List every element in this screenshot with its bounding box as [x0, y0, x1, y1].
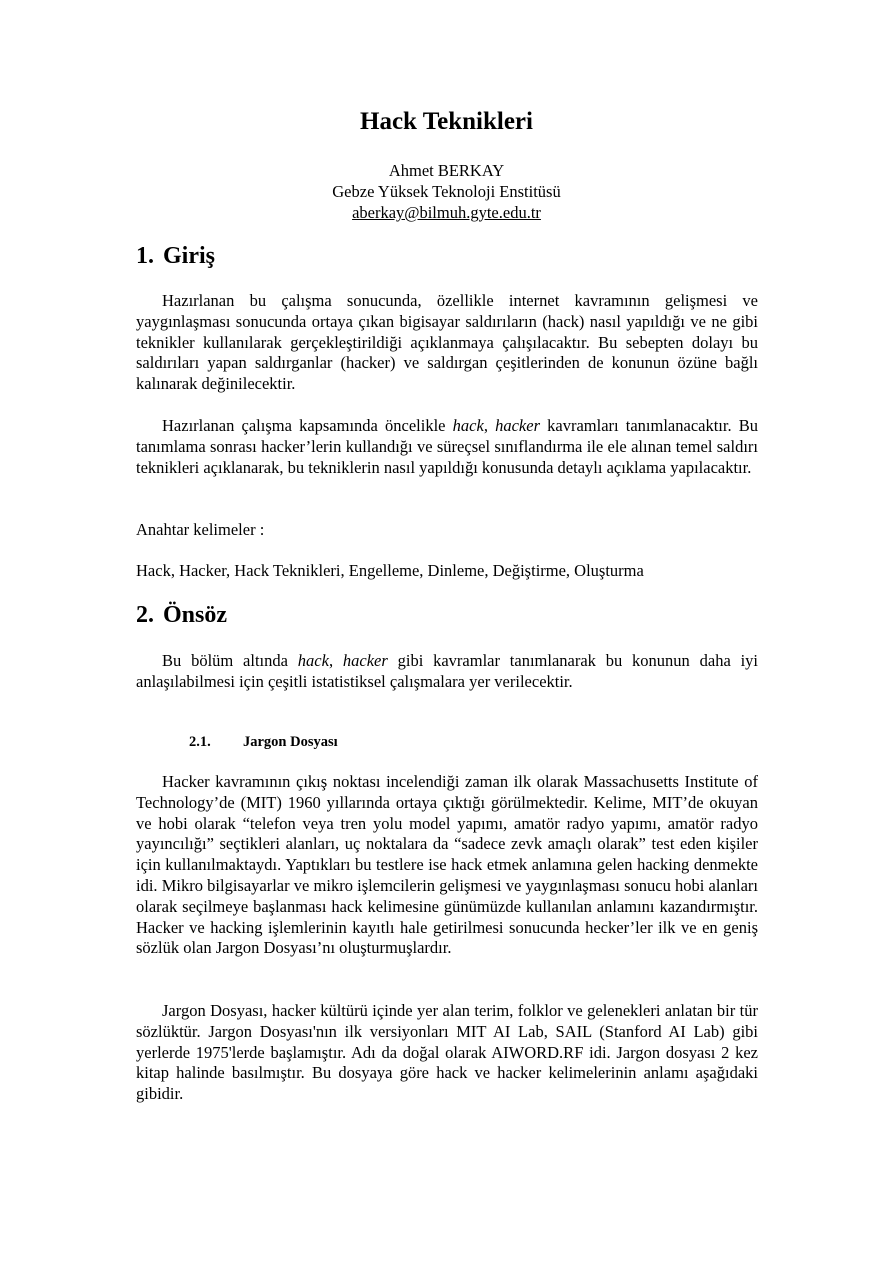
author-block [0, 160, 893, 223]
paragraph: Hazırlanan bu çalışma sonucunda, özellikle internet kavramının gelişmesi ve yaygınlaşması sonucunda ortaya çıkan bigisayar saldırıların (hack) nasıl yapıldığı ve ne gibi teknikler kullanılarak gerçekleştirildiği açıklanmaya çalışılacaktır. Bu sebepten dolayı bu saldırıları yapan saldırganlar (hacker) ve saldırgan çeşitlerinden de konunun özüne bağlı kalınarak değinilecektir. [136, 291, 758, 394]
author-name: Ahmet BERKAY [388, 161, 505, 180]
emphasis: hack [297, 651, 329, 670]
subsection-heading-jargon [189, 734, 338, 751]
section-number: 1. [136, 243, 154, 269]
keywords-label: Anahtar kelimeler : [136, 520, 265, 539]
paragraph: Hacker kavramının çıkış noktası incelendiği zaman ilk olarak Massachusetts Institute of Technology’de (MIT) 1960 yıllarında ortaya çıktığı görülmektedir. Kelime, MIT’de okuyan ve hobi olarak “telefon veya tren yolu model yapımı, amatör radyo yapımı, amatör radyo yayıncılığı” seçtikleri alanları, uç noktalara da “sadece zevk amaçlı olarak” test eden kişiler için kullanılmaktaydı. Yaptıkları bu testlere ise hack etmek anlamına gelen hacking denmekte idi. Mikro bilgisayarlar ve mikro işlemcilerin gelişmesi ve yaygınlaşması sonucu hobi alanları olarak seçilmeye başlanması hack kelimesine günümüzde kullanılan anlamını kazandırmıştır. Hacker ve hacking işlemlerinin kayıtlı hale getirilmesi sonucunda hecker’ler ilk ve en geniş sözlük olan Jargon Dosyası’nı oluşturmuşlardır. [136, 772, 758, 958]
paragraph: Bu bölüm altında hack, hacker gibi kavramlar tanımlanarak bu konunun daha iyi anlaşılabilmesi için çeşitli istatistiksel çalışmalara yer verilecektir. [136, 651, 759, 691]
section-title: Önsöz [163, 602, 228, 628]
author-institution: Gebze Yüksek Teknoloji Enstitüsü [332, 182, 561, 201]
emphasis: hacker [495, 416, 540, 435]
emphasis: hacker [342, 651, 388, 670]
paragraph: Hazırlanan çalışma kapsamında öncelikle hack, hacker kavramları tanımlanacaktır. Bu tanımlama sonrası hacker’lerin kullandığı ve süreçsel sınıflandırma ile ele alınan temel saldırı teknikleri açıklanarak, bu tekniklerin nasıl yapıldığı konusunda detaylı açıklama yapılacaktır. [136, 416, 758, 477]
author-email-link[interactable]: aberkay@bilmuh.gyte.edu.tr [352, 203, 541, 222]
subsection-number: 2.1. [189, 734, 211, 750]
section-heading-onsoz [136, 602, 227, 629]
paper-title: Hack Teknikleri [360, 108, 533, 135]
paragraph: Jargon Dosyası, hacker kültürü içinde yer alan terim, folklor ve gelenekleri anlatan bir tür sözlüktür. Jargon Dosyası'nın ilk versiyonları MIT AI Lab, SAIL (Stanford AI Lab) gibi yerlerde 1975'lerde başlamıştır. Adı da doğal olarak AIWORD.RF idi. Jargon dosyası 2 kez kitap halinde basılmıştır. Bu dosyaya göre hack ve hacker kelimelerinin anlamı aşağıdaki gibidir. [136, 1001, 758, 1104]
section-title: Giriş [163, 243, 215, 269]
subsection-title: Jargon Dosyası [243, 734, 338, 750]
emphasis: hack [452, 416, 484, 435]
keywords-list: Hack, Hacker, Hack Teknikleri, Engelleme, Dinleme, Değiştirme, Oluşturma [136, 561, 644, 580]
section-number: 2. [136, 602, 154, 628]
section-heading-giris [136, 243, 215, 270]
